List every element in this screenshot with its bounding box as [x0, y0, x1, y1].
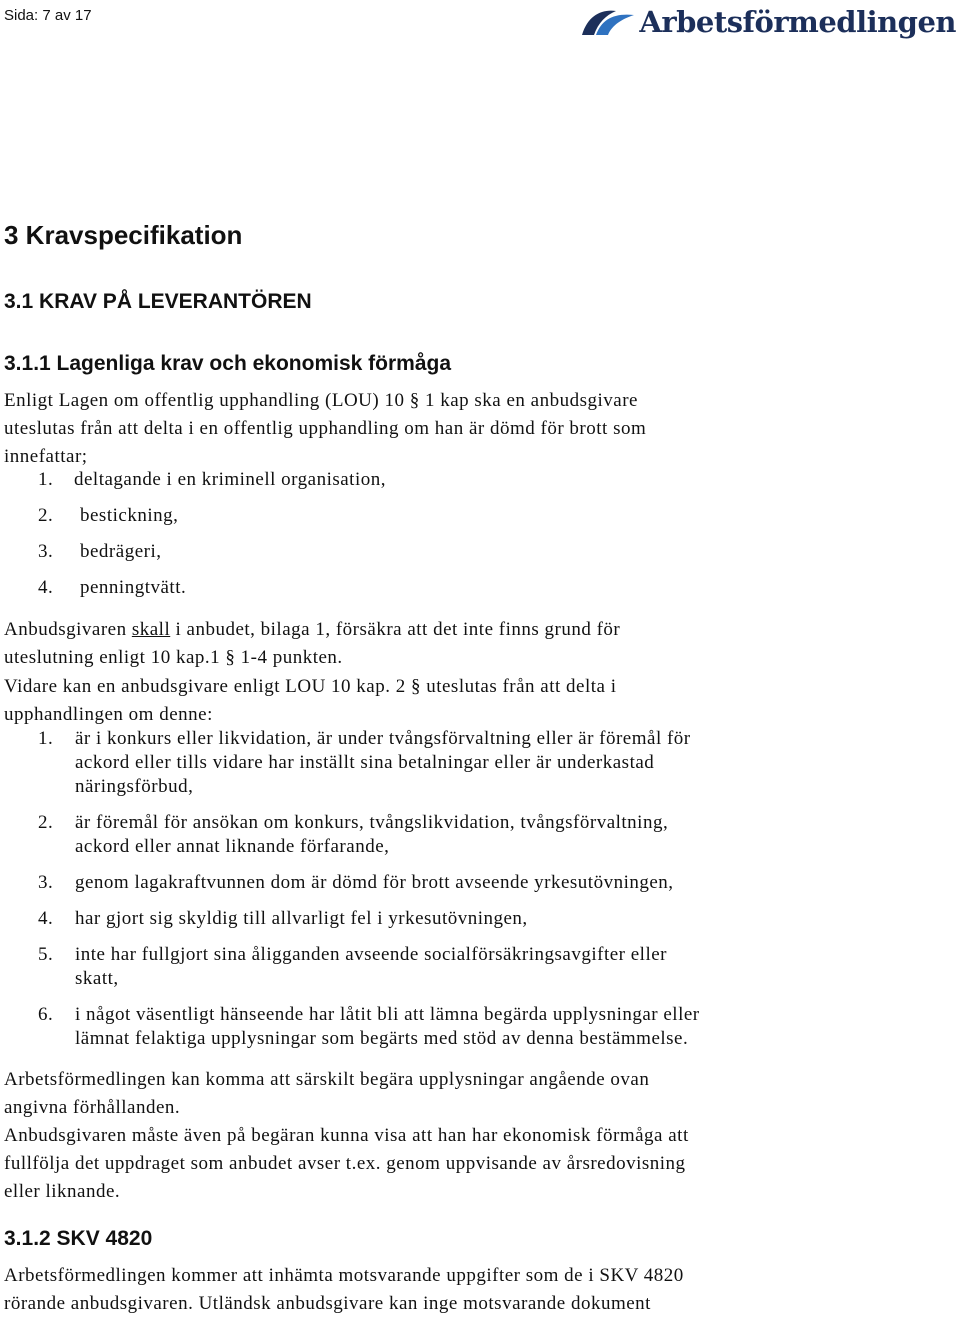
skv-paragraph: Arbetsförmedlingen kommer att inhämta motsvarande uppgifter som de i SKV 4820 rörande anbudsgivaren. Utländsk anbudsgivare kan inge motsvarande dokument	[4, 1265, 684, 1314]
list-item: 4. penningtvätt.	[38, 577, 187, 598]
certification-paragraph: Anbudsgivaren skall i anbudet, bilaga 1, försäkra att det inte finns grund för uteslutning enligt 10 kap.1 § 1-4 punkten.	[4, 619, 621, 668]
list-item: 6. i något väsentligt hänseende har låtit bli att lämna begärda upplysningar eller lämnat felaktiga upplysningar som begärts med stöd av denna bestämmelse.	[38, 1004, 700, 1049]
list-item: 1. är i konkurs eller likvidation, är under tvångsförvaltning eller är föremål för ackord eller tills vidare har inställt sina betalningar eller är underkastad näringsförbud,	[38, 728, 691, 797]
list-item: 1. deltagande i en kriminell organisation,	[38, 469, 386, 490]
list-item: 3. bedrägeri,	[38, 541, 162, 562]
list-item: 4. har gjort sig skyldig till allvarligt fel i yrkesutövningen,	[38, 908, 528, 929]
intro-line: uteslutas från att delta i en offentlig upphandling om han är dömd för brott som	[4, 418, 647, 439]
heading-section-3-1-1: 3.1.1 Lagenliga krav och ekonomisk förmåga	[4, 352, 451, 375]
logo-text: Arbetsförmedlingen	[639, 5, 956, 39]
list-item: 2. är föremål för ansökan om konkurs, tvångslikvidation, tvångsförvaltning, ackord eller annat liknande förfarande,	[38, 812, 669, 857]
crimes-list	[38, 469, 386, 613]
list-item: 3. genom lagakraftvunnen dom är dömd för brott avseende yrkesutövningen,	[38, 872, 674, 893]
intro-line: Enligt Lagen om offentlig upphandling (LOU) 10 § 1 kap ska en anbudsgivare	[4, 390, 638, 411]
further-exclusion-paragraph: Vidare kan en anbudsgivare enligt LOU 10 kap. 2 § uteslutas från att delta i upphandlingen om denne:	[4, 676, 617, 725]
financial-capacity-paragraph: Arbetsförmedlingen kan komma att särskilt begära upplysningar angående ovan angivna förhållanden. Anbudsgivaren måste även på begäran kunna visa att han har ekonomisk förmåga att fullfölja det uppdraget som anbudet avser t.ex. genom uppvisande av årsredovisning eller liknande.	[4, 1069, 689, 1202]
heading-kravspecifikation: 3 Kravspecifikation	[4, 220, 243, 250]
heading-krav-pa-leverantoren: 3.1 KRAV PÅ LEVERANTÖREN	[4, 290, 312, 313]
list-item: 5. inte har fullgjort sina åligganden avseende socialförsäkringsavgifter eller skatt,	[38, 944, 667, 989]
heading-section-3-1-2: 3.1.2 SKV 4820	[4, 1227, 153, 1250]
logo-mark-icon	[580, 7, 636, 37]
exclusion-grounds-list	[38, 727, 700, 1051]
underlined-skall: skall	[131, 619, 171, 640]
intro-paragraph	[4, 387, 904, 471]
list-item: 2. bestickning,	[38, 505, 179, 526]
page-number: Sida: 7 av 17	[4, 7, 92, 24]
arbetsformedlingen-logo	[580, 4, 956, 40]
intro-line: innefattar;	[4, 446, 88, 467]
